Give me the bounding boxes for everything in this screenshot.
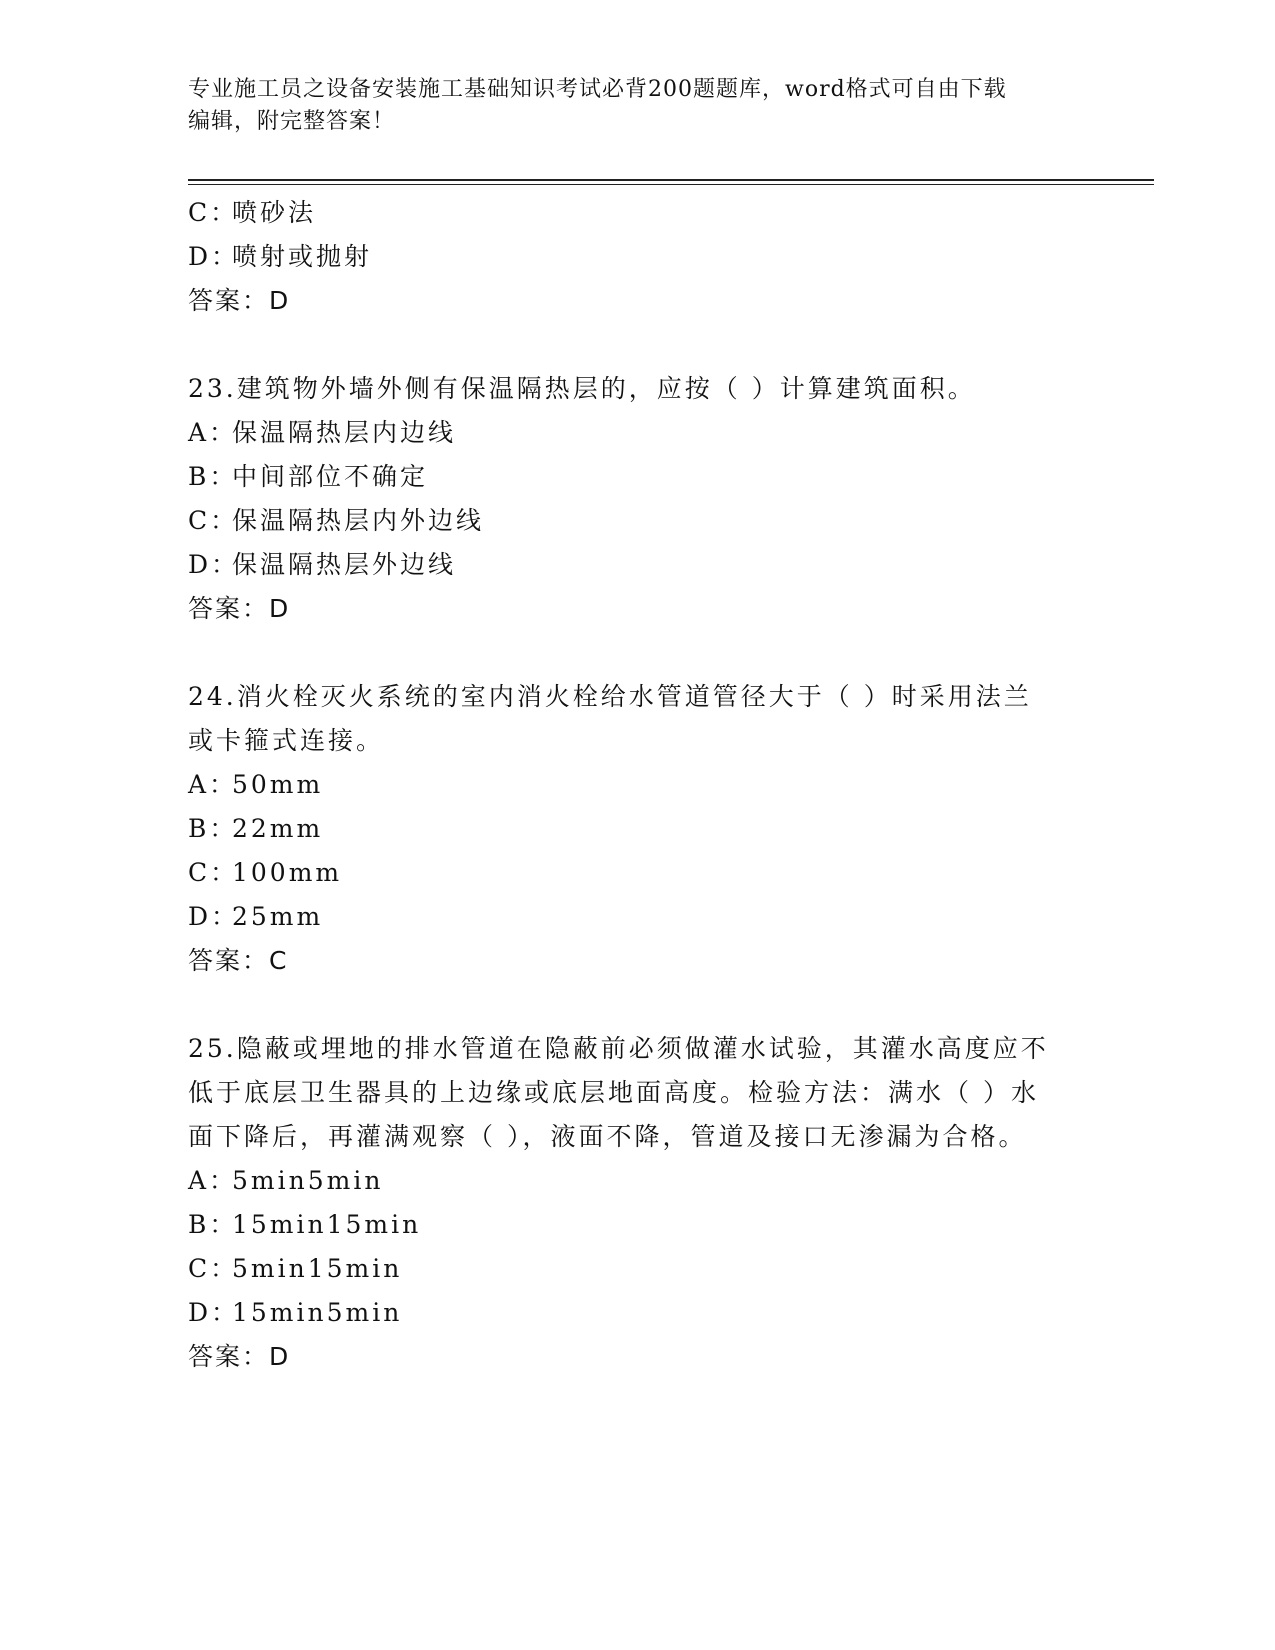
question-25-stem-line-1: 25.隐蔽或埋地的排水管道在隐蔽前必须做灌水试验，其灌水高度应不 [188,1034,1049,1063]
option-text: 喷射或抛射 [232,242,373,271]
question-24-stem-line-1: 24.消火栓灭火系统的室内消火栓给水管道管径大于（ ）时采用法兰 [188,682,1032,711]
header-divider-thin [188,184,1154,185]
option-c [188,196,316,230]
option-text: 100mm [232,858,343,887]
option-label: D： [188,1298,240,1327]
option-label: D： [188,902,240,931]
option-c [188,856,342,890]
option-label: A： [188,770,238,799]
option-text: 保温隔热层内边线 [232,418,457,447]
header-title-line-2: 编辑，附完整答案！ [188,109,396,134]
option-text: 22mm [232,814,324,843]
option-d [188,240,372,274]
option-label: A： [188,418,238,447]
option-d [188,548,456,582]
question-23-stem: 23.建筑物外墙外侧有保温隔热层的，应按（ ）计算建筑面积。 [188,374,976,403]
option-text: 保温隔热层内外边线 [232,506,485,535]
header-divider-thick [188,179,1154,181]
option-text: 保温隔热层外边线 [232,550,457,579]
option-label: C： [188,506,239,535]
option-text: 喷砂法 [232,198,317,227]
option-label: B： [188,1210,238,1239]
question-25-stem-line-3: 面下降后，再灌满观察（ ），液面不降，管道及接口无渗漏为合格。 [188,1122,1027,1151]
option-a [188,1164,383,1198]
option-d [188,900,323,934]
option-label: B： [188,814,238,843]
option-label: D： [188,550,240,579]
option-c [188,1252,402,1286]
option-label: A： [188,1166,238,1195]
option-b [188,1208,421,1242]
option-label: C： [188,858,239,887]
header-title-line-1: 专业施工员之设备安装施工基础知识考试必背200题题库，word格式可自由下载 [188,77,1007,102]
answer-line: 答案：D [188,1342,291,1371]
option-text: 5min5min [232,1166,384,1195]
option-text: 25mm [232,902,324,931]
option-label: D： [188,242,240,271]
answer-line: 答案：D [188,594,291,623]
option-label: C： [188,1254,239,1283]
option-text: 5min15min [232,1254,403,1283]
question-25-stem-line-2: 低于底层卫生器具的上边缘或底层地面高度。检验方法：满水（ ）水 [188,1078,1039,1107]
option-text: 15min5min [232,1298,403,1327]
option-c [188,504,484,538]
answer-line: 答案：C [188,946,289,975]
option-d [188,1296,402,1330]
option-a [188,768,323,802]
question-24-stem-line-2: 或卡箍式连接。 [188,726,385,755]
option-a [188,416,456,450]
option-b [188,812,323,846]
option-label: C： [188,198,239,227]
option-b [188,460,428,494]
option-text: 15min15min [232,1210,422,1239]
document-header [188,74,1088,138]
option-text: 50mm [232,770,324,799]
answer-line: 答案：D [188,286,291,315]
option-label: B： [188,462,238,491]
option-text: 中间部位不确定 [232,462,429,491]
